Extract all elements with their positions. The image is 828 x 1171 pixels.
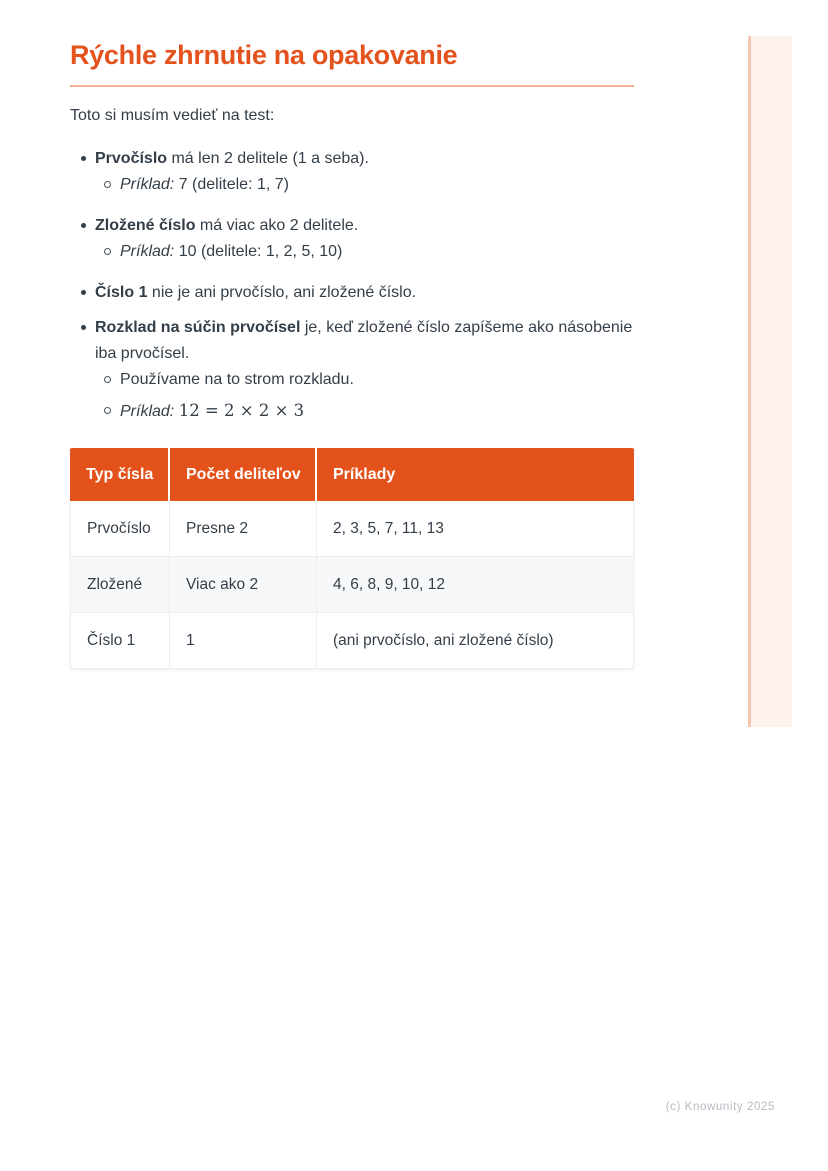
- sub-bullet-list: [95, 239, 634, 271]
- sub-bullet-item: [95, 172, 634, 198]
- sub-bullet-list: [95, 172, 634, 204]
- table-cell: Zložené: [70, 557, 170, 613]
- summary-table: [70, 448, 634, 669]
- bullet-dot-icon: [81, 156, 86, 161]
- bullet-item-composite: [70, 213, 634, 271]
- sub-bullet-list: [95, 367, 634, 431]
- table-cell: Číslo 1: [70, 613, 170, 669]
- bullet-list: [70, 146, 634, 431]
- table-cell: Prvočíslo: [70, 501, 170, 557]
- table-header-type: Typ čísla: [70, 448, 170, 501]
- table-cell: 4, 6, 8, 9, 10, 12: [317, 557, 634, 613]
- table-row-composite: [70, 557, 634, 613]
- table-cell: Presne 2: [170, 501, 317, 557]
- bullet-item-prime: [70, 146, 634, 204]
- table-header-examples: Príklady: [317, 448, 634, 501]
- footer-copyright: (c) Knowunity 2025: [665, 1101, 775, 1113]
- table-cell: (ani prvočíslo, ani zložené číslo): [317, 613, 634, 669]
- table-cell: 2, 3, 5, 7, 11, 13: [317, 501, 634, 557]
- bullet-text: má viac ako 2 delitele.: [195, 217, 359, 234]
- example-label: Príklad:: [120, 176, 175, 193]
- bullet-term: Číslo 1: [95, 284, 148, 301]
- bullet-dot-icon: [81, 325, 86, 330]
- example-text: 10 (delitele: 1, 2, 5, 10): [174, 243, 343, 260]
- table-cell: Viac ako 2: [170, 557, 317, 613]
- bullet-item-number-one: [70, 280, 634, 306]
- example-label: Príklad:: [120, 243, 175, 260]
- sub-bullet-item: [95, 398, 634, 425]
- page-edge-strip: [748, 36, 792, 727]
- bullet-text: je, keď zložené číslo zapíšeme ako násobenie iba prvočísel.: [95, 319, 633, 362]
- bullet-circle-icon: [104, 181, 111, 188]
- sub-bullet-text: Používame na to strom rozkladu.: [120, 371, 354, 388]
- bullet-circle-icon: [104, 376, 111, 383]
- title-divider: [70, 85, 634, 87]
- bullet-term: Rozklad na súčin prvočísel: [95, 319, 301, 336]
- bullet-item-factorization: [70, 315, 634, 431]
- bullet-circle-icon: [104, 248, 111, 255]
- example-text: 7 (delitele: 1, 7): [174, 176, 289, 193]
- bullet-circle-icon: [104, 407, 111, 414]
- bullet-dot-icon: [81, 223, 86, 228]
- bullet-term: Zložené číslo: [95, 217, 196, 234]
- table-cell: 1: [170, 613, 317, 669]
- sub-bullet-item: [95, 367, 634, 393]
- table-row-number-one: [70, 613, 634, 669]
- bullet-text: nie je ani prvočíslo, ani zložené číslo.: [147, 284, 417, 301]
- example-label: Príklad:: [120, 403, 175, 420]
- bullet-dot-icon: [81, 290, 86, 295]
- intro-text: Toto si musím vedieť na test:: [70, 107, 275, 124]
- sub-bullet-item: [95, 239, 634, 265]
- table-header-row: [70, 448, 634, 501]
- table-row-prime: [70, 501, 634, 557]
- page-content: [70, 0, 634, 669]
- table-header-divisor-count: Počet deliteľov: [170, 448, 317, 501]
- bullet-term: Prvočíslo: [95, 150, 168, 167]
- bullet-text: má len 2 delitele (1 a seba).: [167, 150, 369, 167]
- math-expression: 12 = 2 × 2 × 3: [178, 401, 305, 420]
- page-title: Rýchle zhrnutie na opakovanie: [70, 40, 458, 70]
